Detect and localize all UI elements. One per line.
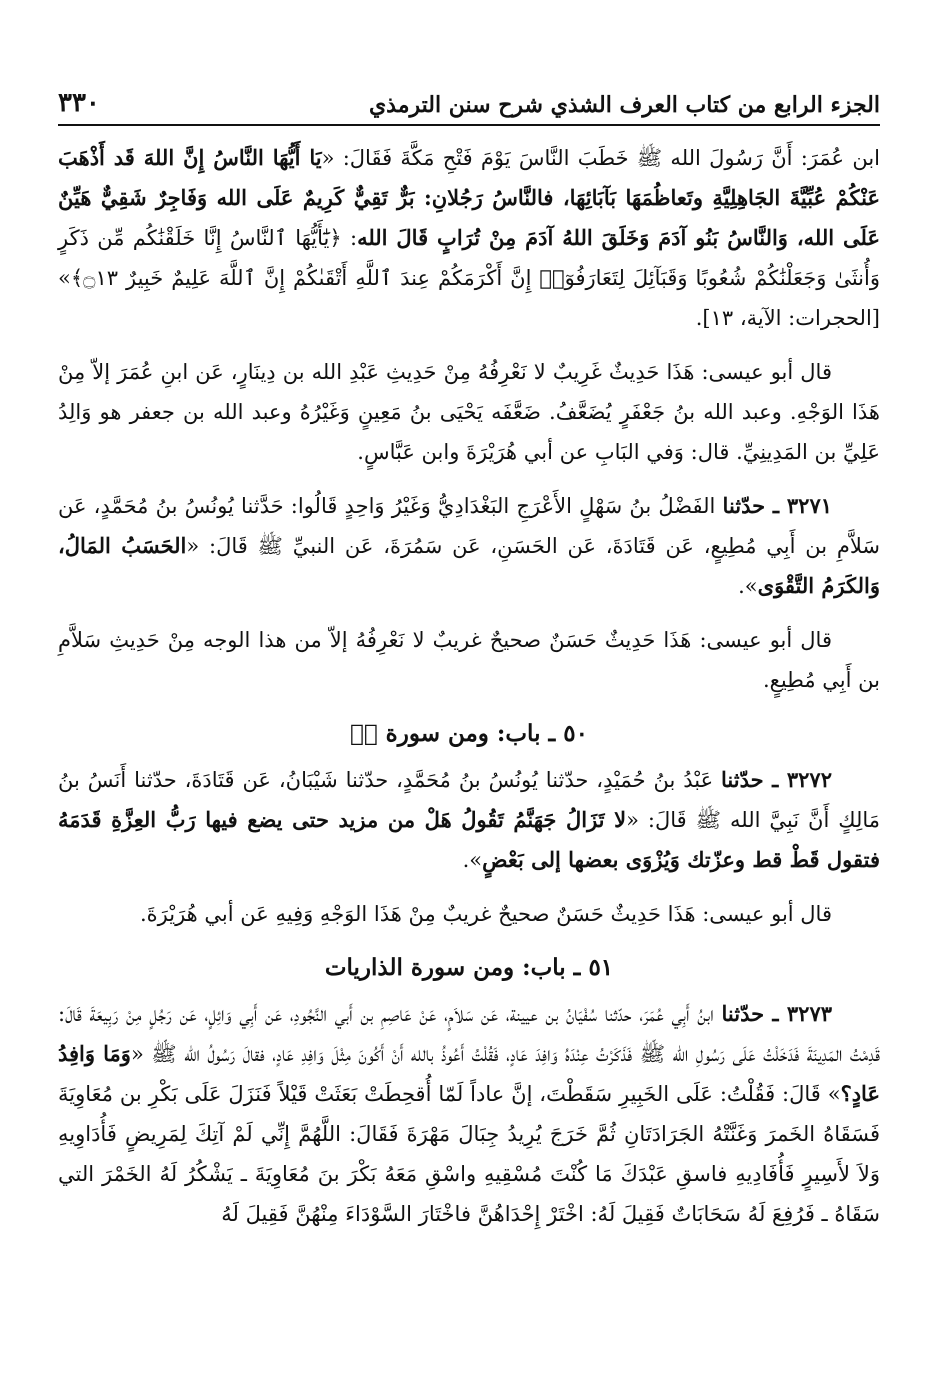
- running-header: [58, 84, 880, 126]
- hadith-3272: ٣٢٧٢ ـ حدّثنا عَبْدُ بنُ حُمَيْدٍ، حدّثنا يُونُسُ بنُ مُحَمَّدٍ، حدّثنا شَيْبَانُ، عَن قَتَادَةَ، حدّثنا أَنَسُ بنُ مَالِكٍ أَنَّ نَبِيَّ الله ﷺ قَالَ: «لا تَزَالُ جَهَنَّمُ تَقُولُ هَلْ من مزيد حتى يضع فيها رَبُّ العِزَّةِ قَدَمَهُ فتقول قَطْ قط وعزّتك وَيُزْوَى بعضها إلى بَعْضٍ».: [58, 767, 881, 872]
- paragraph-commentary-1: قال أبو عيسى: هَذَا حَدِيثٌ غَرِيبٌ لا نَعْرِفُهُ مِنْ حَدِيثِ عَبْدِ الله بن دِينَارٍ، عَن ابنِ عُمَرَ إلاّ مِنْ هَذَا الوَجْهِ. وعبد الله بنُ جَعْفَرٍ يُضَعَّفُ. ضَعَّفَه يَحْيَى بنُ مَعِينٍ وَغَيْرُهُ وعبد الله بن جعفر هو وَالِدُ عَلِيِّ بن المَدِينِيِّ. قال: وَفي البَابِ عن أبي هُرَيْرَةَ وابن عَبَّاسٍ.: [58, 360, 880, 464]
- chapter-heading-51: ٥١ ـ باب: ومن سورة الذاريات: [324, 954, 614, 981]
- hadith-3271: ٣٢٧١ ـ حدّثنا الفَضْلُ بنُ سَهْلٍ الأَعْرَجِ البَغْدَادِيُّ وَغَيْرُ وَاحِدٍ قَالُوا: حَدَّثنا يُونُسُ بنُ مُحَمَّدٍ، عَن سَلاَّمِ بن أَبِي مُطِيعٍ، عَن قَتَادَةَ، عَن الحَسَنِ، عَن سَمُرَةَ، عَن النبيِّ ﷺ قَالَ: «الحَسَبُ المَالُ، وَالكَرَمُ التَّقْوَى».: [58, 493, 880, 598]
- page-body: [58, 138, 880, 1234]
- paragraph-commentary-2: قال أبو عيسى: هَذَا حَدِيثٌ حَسَنٌ صحيحٌ غريبٌ لا نَعْرِفُهُ إلاّ من هذا الوجه مِنْ حَدِيثِ سَلاَّمِ بن أَبِي مُطِيعٍ.: [58, 628, 880, 692]
- running-title: الجزء الرابع من كتاب العرف الشذي شرح سنن الترمذي: [368, 92, 880, 118]
- hadith-3273: ٣٢٧٣ ـ حدّثنا ابنُ أَبِي عُمَرَ، حدّثنا سُفْيَانُ بن عيينة، عَن سَلاَمٍ، عَنْ عَاصِمِ بن أَبي النَّجُودِ، عَن أَبِي وَائِلٍ، عَن رَجُلٍ مِنْ رَبِيعَةَ قَالَ: قَدِمْتُ المَدِينَةَ فَدَخَلْتُ عَلَى رَسُولِ الله ﷺ فَذَكَرْتُ عِنْدَهُ وَافِدَ عَادٍ، فَقُلْتُ أَعُوذُ بالله أَنْ أَكُونَ مِثْلَ وَافِدِ عَادٍ، فقالَ رَسُولُ الله ﷺ «وَمَا وَافِدُ عَادٍ؟» قَالَ: فَقُلْتُ: عَلَى الخَبِيرِ سَقَطْتَ، إنَّ عاداً لَمّا أُقحِطَتْ بَعَثَتْ قَيْلاً فَنَزَلَ عَلَى بَكْرِ بن مُعَاوِيَةَ فَسَقَاهُ الخَمرَ وَغَنَّتْهُ الجَرَادَتَانِ ثُمَّ خَرَجَ يُرِيدُ جِبَالَ مَهْرَةَ فَقَالَ: اللَّهُمَّ إِنِّي لَمْ آتِكَ لِمَرِيضٍ فَأُدَاوِيهِ وَلاَ لأَسِيرٍ فَأُفَادِيهِ فاسقِ عَبْدَكَ مَا كُنْتَ مُسْقِيهِ واسْقِ مَعَهُ بَكْرَ بنَ مُعَاوِيَةَ ـ يَشْكُرُ لَهُ الخَمْرَ التي سَقَاهُ ـ فَرُفِعَ لَهُ سَحَابَاتٌ فَقِيلَ لَهُ: اخْتَرْ إِحْدَاهُنَّ فاخْتَارَ السَّوْدَاءَ مِنْهُنَّ فَقِيلَ لَهُ: [58, 1001, 880, 1226]
- page-number: ٣٣٠: [58, 88, 100, 118]
- paragraph-commentary-3: قال أبو عيسى: هَذَا حَدِيثٌ حَسَنٌ صحيحٌ غريبٌ مِنْ هَذَا الوَجْهِ وَفِيهِ عَن أبي هُرَيْرَةَ.: [139, 902, 832, 926]
- chapter-heading-50: ٥٠ ـ باب: ومن سورة قۤ: [350, 720, 588, 747]
- paragraph-khutba: ابن عُمَرَ: أَنَّ رَسُولَ الله ﷺ خَطَبَ النَّاسَ يَوْمَ فَتْحِ مَكَّةَ فَقَالَ: «يَا أَيُّهَا النَّاسُ إِنَّ اللهَ قَد أَذْهَبَ عَنْكُمْ عُبِّيَّةَ الجَاهِلِيَّةِ وتَعاظُمَهَا بَآبَائِهَا، فالنَّاسُ رَجُلانِ: بَرٌّ تَقِيٌّ كَرِيمٌ عَلَى الله وَفَاجِرٌ شَقِيٌّ هَيِّنٌ عَلَى الله، وَالنَّاسُ بَنُو آدَمَ وَخَلَقَ اللهُ آدَمَ مِنْ تُرَابٍ قَالَ الله: ﴿يَٰٓأَيُّهَا ٱلنَّاسُ إِنَّا خَلَقْنَٰكُم مِّن ذَكَرٍ وَأُنثَىٰ وَجَعَلْنَٰكُمْ شُعُوبًا وَقَبَآئِلَ لِتَعَارَفُوٓا۟ إِنَّ أَكْرَمَكُمْ عِندَ ٱللَّهِ أَتْقَىٰكُمْ إِنَّ ٱللَّهَ عَلِيمٌ خَبِيرٌ ۝١٣﴾» [الحجرات: الآية، ١٣].: [58, 145, 880, 330]
